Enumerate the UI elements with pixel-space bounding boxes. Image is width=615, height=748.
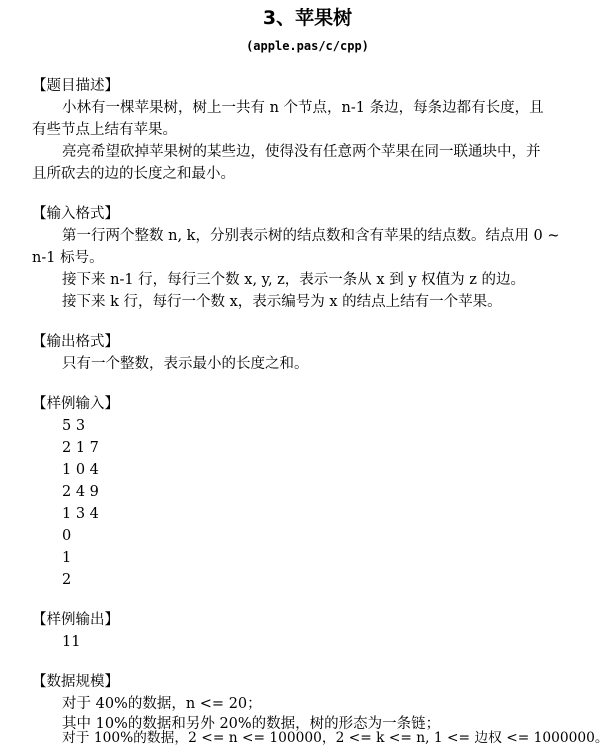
description-line: 小林有一棵苹果树，树上一共有 n 个节点，n-1 条边，每条边都有长度，且 [62, 100, 544, 116]
output-format-heading: 【输出格式】 [32, 334, 119, 350]
input-format-line: n-1 标号。 [32, 250, 104, 266]
description-line: 亮亮希望砍掉苹果树的某些边，使得没有任意两个苹果在同一联通块中，并 [62, 144, 541, 160]
output-format-line: 只有一个整数，表示最小的长度之和。 [62, 356, 309, 372]
sample-input-heading: 【样例输入】 [32, 396, 119, 412]
input-format-heading: 【输入格式】 [32, 206, 119, 222]
constraints-heading: 【数据规模】 [32, 674, 119, 690]
sample-output-heading: 【样例输出】 [32, 612, 119, 628]
sample-input-line: 2 4 9 [62, 484, 99, 500]
description-heading: 【题目描述】 [32, 78, 119, 94]
constraints-line: 其中 10%的数据和另外 20%的数据，树的形态为一条链； [62, 716, 441, 732]
sample-input-line: 0 [62, 528, 72, 544]
description-line: 有些节点上结有苹果。 [32, 122, 177, 138]
sample-input-line: 1 0 4 [62, 462, 99, 478]
input-format-line: 接下来 k 行，每行一个数 x，表示编号为 x 的结点上结有一个苹果。 [62, 294, 502, 310]
description-line: 且所砍去的边的长度之和最小。 [32, 166, 235, 182]
sample-input-line: 5 3 [62, 418, 86, 434]
sample-input-line: 2 [62, 572, 72, 588]
input-format-line: 接下来 n-1 行，每行三个数 x, y, z，表示一条从 x 到 y 权值为 z 的边。 [62, 272, 525, 288]
sample-input-line: 1 3 4 [62, 506, 99, 522]
sample-input-line: 2 1 7 [62, 440, 99, 456]
input-format-line: 第一行两个整数 n, k，分别表示树的结点数和含有苹果的结点数。结点用 0 ~ [62, 228, 560, 244]
problem-title: 3、苹果树 [262, 7, 353, 29]
constraints-line: 对于 40%的数据，n <= 20； [62, 696, 262, 712]
sample-input-line: 1 [62, 550, 72, 566]
sample-output-line: 11 [62, 634, 81, 650]
constraints-line: 对于 100%的数据，2 <= n <= 100000，2 <= k <= n, 1 <= 边权 <= 1000000。 [62, 730, 609, 746]
problem-filename: (apple.pas/c/cpp) [246, 39, 369, 53]
